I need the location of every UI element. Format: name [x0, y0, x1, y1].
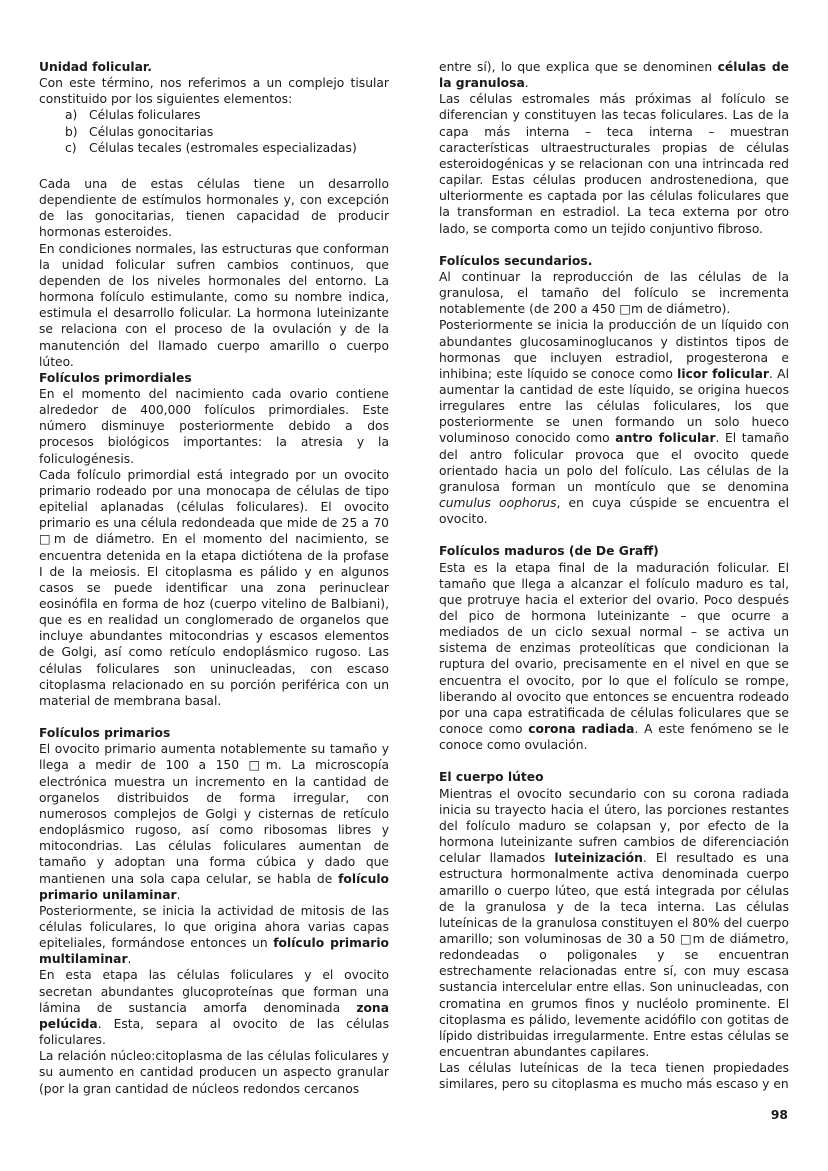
heading-unidad-folicular: Unidad folicular.: [39, 60, 152, 74]
list-item-text: Células foliculares: [89, 108, 201, 123]
primarios-paragraph-2: Posteriormente, se inicia la actividad de mitosis de las células foliculares, lo que origina ahora varias capas epiteliales, formándose entonces un folículo primario multilaminar.: [39, 903, 389, 967]
unidad-intro-paragraph: Con este término, nos referimos a un complejo tisular constituido por los siguientes elementos:: [39, 76, 389, 107]
heading-foliculos-primarios: Folículos primarios: [39, 726, 171, 741]
elements-list: [39, 107, 389, 155]
primordiales-paragraph-2: Cada folículo primordial está integrado por un ovocito primario rodeado por una monocapa de células de tipo epitelial aplanadas (células foliculares). El ovocito primario es una célula redondeada que mide de 25 a 70 □m de diámetro. En el momento del nacimiento, se encuentra detenida en la etapa dictiótena de la profase I de la meiosis. El citoplasma es pálido y en algunos casos se puede identificar una zona perinuclear eosinófila en forma de hoz (cuerpo vitelino de Balbiani), que es en realidad un conglomerado de organelos que incluye abundantes mitocondrias y escasos elementos de Golgi, así como retículo endoplásmico rugoso. Las células foliculares son uninucleadas, con escaso citoplasma relacionado en su porción periférica con un material de membrana basal.: [39, 467, 389, 708]
list-marker: b): [65, 124, 78, 139]
right-column: [439, 59, 789, 1093]
list-marker: c): [65, 140, 77, 155]
page-number: 98: [770, 1108, 788, 1122]
list-marker: a): [65, 108, 78, 123]
estroma-paragraph: Las células estromales más próximas al folículo se diferencian y constituyen las tecas foliculares. Las de la capa más interna – teca interna – muestran características ultraestructurales propias de células esteroidogénicas y se relacionan con una intrincada red capilar. Estas células producen androstenediona, que ulteriormente es captada por las células foliculares que la transforman en estradiol. La teca externa por otro lado, se comporta como un tejido conjuntivo fibroso.: [439, 92, 789, 236]
luteo-paragraph-1: Mientras el ovocito secundario con su corona radiada inicia su trayecto hacia el útero, las porciones restantes del folículo maduro se colapsan y, por efecto de la hormona luteinizante sufren cambios de diferenciación celular llamados luteinización. El resultado es una estructura hormonalmente activa denominada cuerpo amarillo o cuerpo lúteo, que está integrada por células de la granulosa y de la teca interna. Las células luteínicas de la granulosa constituyen el 80% del cuerpo amarillo; son voluminosas de 30 a 50 □m de diámetro, redondeadas o poligonales y se encuentran estrechamente relacionadas entre sí, con muy escasa sustancia intercelular entre ellas. Son uninucleadas, con cromatina en grumos finos y nucléolo prominente. El citoplasma es pálido, levemente acidófilo con gotitas de lípido distribuidas irregularmente. Entre estas células se encuentran abundantes capilares.: [439, 786, 789, 1060]
primarios-paragraph-4: La relación núcleo:citoplasma de las células foliculares y su aumento en cantidad producen un aspecto granular (por la gran cantidad de núcleos redondos cercanos: [39, 1049, 389, 1096]
unidad-paragraph-1: Cada una de estas células tiene un desarrollo dependiente de estímulos hormonales y, con excepción de las gonocitarias, tienen capacidad de producir hormonas esteroides.: [39, 176, 389, 240]
luteo-paragraph-2: Las células luteínicas de la teca tienen propiedades similares, pero su citoplasma es mucho más escaso y en: [439, 1061, 789, 1092]
list-item: [39, 124, 389, 140]
primarios-paragraph-3: En esta etapa las células foliculares y el ovocito secretan abundantes glucoproteínas que forman una lámina de sustancia amorfa denominada zona pelúcida. Esta, separa al ovocito de las células foliculares.: [39, 968, 389, 1048]
heading-foliculos-maduros: Folículos maduros (de De Graff): [439, 544, 659, 559]
heading-foliculos-primordiales: Folículos primordiales: [39, 370, 192, 385]
list-item-text: Células tecales (estromales especializadas): [89, 140, 357, 155]
unidad-paragraph-2: En condiciones normales, las estructuras que conforman la unidad folicular sufren cambios continuos, que dependen de los niveles hormonales del entorno. La hormona folículo estimulante, como su nombre indica, estimula el desarrollo folicular. La hormona luteinizante se relaciona con el proceso de la ovulación y de la manutención del llamado cuerpo amarillo o cuerpo lúteo.: [39, 241, 389, 369]
granulosa-continuation-paragraph: entre sí), lo que explica que se denominen células de la granulosa.: [439, 60, 789, 91]
primordiales-paragraph-1: En el momento del nacimiento cada ovario contiene alrededor de 400,000 folículos primordiales. Este número disminuye posteriormente debido a dos procesos biológicos importantes: la atresia y la foliculogénesis.: [39, 386, 389, 466]
heading-cuerpo-luteo: El cuerpo lúteo: [439, 770, 544, 785]
maduros-paragraph: Esta es la etapa final de la maduración folicular. El tamaño que llega a alcanzar el folículo maduro es tal, que protruye hacia el exterior del ovario. Poco después del pico de hormona luteinizante – que ocurre a mediados de un ciclo sexual normal – se activa un sistema de enzimas proteolíticas que condicionan la ruptura del ovario, precisamente en el nivel en que se encuentra el ovocito, por lo que el folículo se rompe, liberando al ovocito que entonces se encuentra rodeado por una capa estratificada de células foliculares que se conoce como corona radiada. A este fenómeno se le conoce como ovulación.: [439, 560, 789, 753]
heading-foliculos-secundarios: Folículos secundarios.: [439, 253, 593, 268]
primarios-paragraph-1: El ovocito primario aumenta notablemente su tamaño y llega a medir de 100 a 150 □m. La microscopía electrónica muestra un incremento en la cantidad de organelos distribuidos de forma irregular, con numerosos complejos de Golgi y cisternas de retículo endoplásmico rugoso, así como ribosomas libres y mitocondrias. Las células foliculares aumentan de tamaño y adoptan una forma cúbica y dado que mantienen una sola capa celular, se habla de folículo primario unilaminar.: [39, 742, 389, 902]
left-column: [39, 59, 389, 1097]
secundarios-paragraph-1: Al continuar la reproducción de las células de la granulosa, el tamaño del folículo se incrementa notablemente (de 200 a 450 □m de diámetro).: [439, 269, 789, 317]
secundarios-paragraph-2: Posteriormente se inicia la producción de un líquido con abundantes glucosaminoglucanos y distintos tipos de hormonas que incluyen estradiol, progesterona e inhibina; este líquido se conoce como licor folicular. Al aumentar la cantidad de este líquido, se origina huecos irregulares entre las células foliculares, los que posteriormente se unen formando un solo hueco voluminoso conocido como antro folicular. El tamaño del antro folicular provoca que el ovocito quede orientado hacia un polo del folículo. Las células de la granulosa forman un montículo que se denomina cumulus oophorus, en cuya cúspide se encuentra el ovocito.: [439, 318, 789, 527]
list-item-text: Células gonocitarias: [89, 124, 214, 139]
list-item: [39, 107, 389, 123]
list-item: [39, 140, 389, 156]
